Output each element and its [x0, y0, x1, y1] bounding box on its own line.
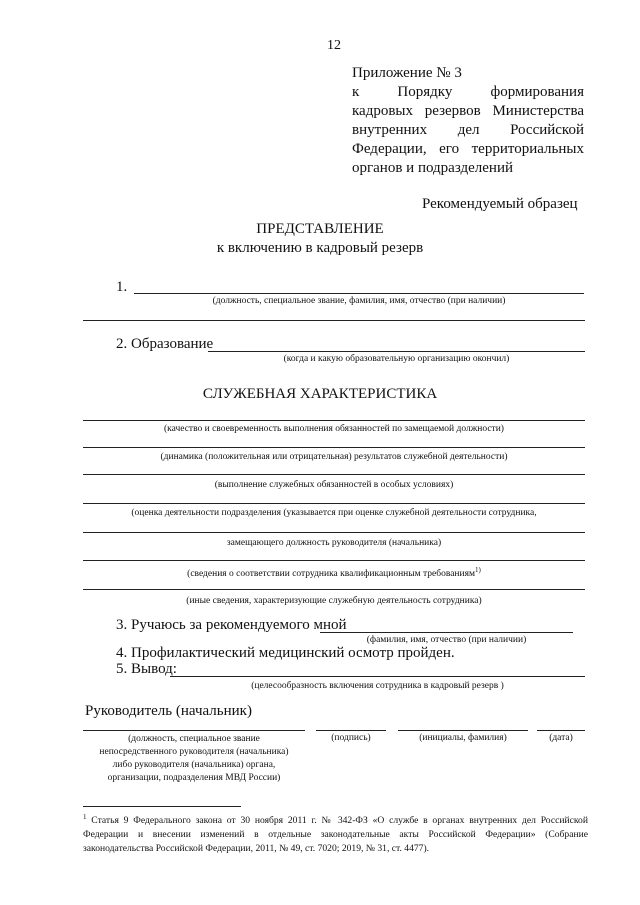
- footnote-separator: [83, 806, 241, 807]
- footnote: [83, 810, 588, 856]
- item1-line[interactable]: [134, 293, 584, 294]
- initials-line[interactable]: [398, 730, 528, 731]
- appendix-line: органов и подразделений: [352, 160, 514, 176]
- initials-caption: (инициалы, фамилия): [419, 733, 507, 743]
- characteristic-caption: (выполнение служебных обязанностей в особых условиях): [214, 480, 454, 490]
- item1-continuation-line[interactable]: [83, 320, 585, 321]
- characteristic-line[interactable]: [83, 532, 585, 533]
- item1-number: 1.: [116, 279, 128, 295]
- date-line[interactable]: [537, 730, 585, 731]
- appendix-line: кадровых резервов Министерства: [352, 103, 584, 119]
- footnote-reference: 1): [474, 566, 481, 574]
- item3-caption: (фамилия, имя, отчество (при наличии): [366, 635, 527, 645]
- document-subtitle: к включению в кадровый резерв: [216, 240, 424, 256]
- characteristic-line[interactable]: [83, 474, 585, 475]
- footnote-text: Статья 9 Федерального закона от 30 ноября 2011 г. № 342-ФЗ «О службе в органах внутренних дел Российской Федерации и внесении изменений в отдельные законодательные акты Российской Федерации» (Собрание законодательства Российской Федерации, 2011, № 49, ст. 7020; 2019, № 31, ст. 4477).: [83, 815, 588, 855]
- item1-caption: (должность, специальное звание, фамилия, имя, отчество (при наличии): [212, 296, 506, 306]
- appendix-block: [352, 64, 584, 178]
- appendix-line: Федерации, его территориальных: [352, 141, 584, 157]
- sample-label: Рекомендуемый образец: [422, 196, 578, 212]
- characteristic-caption: (оценка деятельности подразделения (указывается при оценке служебной деятельности сотрудника,: [131, 508, 537, 518]
- item2-line[interactable]: [208, 351, 585, 352]
- characteristic-heading: СЛУЖЕБНАЯ ХАРАКТЕРИСТИКА: [202, 386, 438, 402]
- item2-label: 2. Образование: [116, 336, 214, 352]
- page-number: 12: [327, 38, 341, 53]
- characteristic-line[interactable]: [83, 447, 585, 448]
- item2-caption: (когда и какую образовательную организацию окончил): [283, 354, 510, 364]
- characteristic-caption: замещающего должность руководителя (начальника): [226, 538, 442, 548]
- characteristic-line[interactable]: [83, 503, 585, 504]
- item5-caption: (целесообразность включения сотрудника в кадровый резерв ): [251, 681, 504, 691]
- characteristic-caption: (динамика (положительная или отрицательная) результатов служебной деятельности): [160, 452, 508, 462]
- characteristic-caption: (сведения о соответствии сотрудника квалификационным требованиям$^{1)}$: [187, 566, 481, 580]
- sign-caption: (подпись): [331, 733, 371, 743]
- item3-label: 3. Ручаюсь за рекомендуемого мной: [116, 617, 347, 633]
- characteristic-caption: (иные сведения, характеризующие служебную деятельность сотрудника): [186, 596, 482, 606]
- characteristic-line[interactable]: [83, 560, 585, 561]
- document-title: ПРЕДСТАВЛЕНИЕ: [256, 221, 384, 237]
- characteristic-caption: (качество и своевременность выполнения обязанностей по замещаемой должности): [164, 424, 504, 434]
- item5-label: 5. Вывод:: [116, 661, 177, 677]
- position-caption: (должность, специальное звание непосредственного руководителя (начальника) либо руководителя (начальника) органа, организации, подразделения МВД России): [99, 734, 289, 783]
- appendix-line: к Порядку формирования: [352, 84, 584, 100]
- item3-line[interactable]: [320, 632, 573, 633]
- appendix-line: внутренних дел Российской: [352, 122, 584, 138]
- item4-label: 4. Профилактический медицинский осмотр пройден.: [116, 645, 455, 661]
- item5-line[interactable]: [170, 676, 585, 677]
- date-caption: (дата): [549, 733, 573, 743]
- footnote-mark: 1: [83, 813, 87, 821]
- sign-line[interactable]: [316, 730, 386, 731]
- position-line[interactable]: [83, 730, 305, 731]
- appendix-title: Приложение № 3: [352, 65, 462, 81]
- characteristic-line[interactable]: [83, 420, 585, 421]
- head-label: Руководитель (начальник): [85, 703, 252, 719]
- characteristic-line[interactable]: [83, 589, 585, 590]
